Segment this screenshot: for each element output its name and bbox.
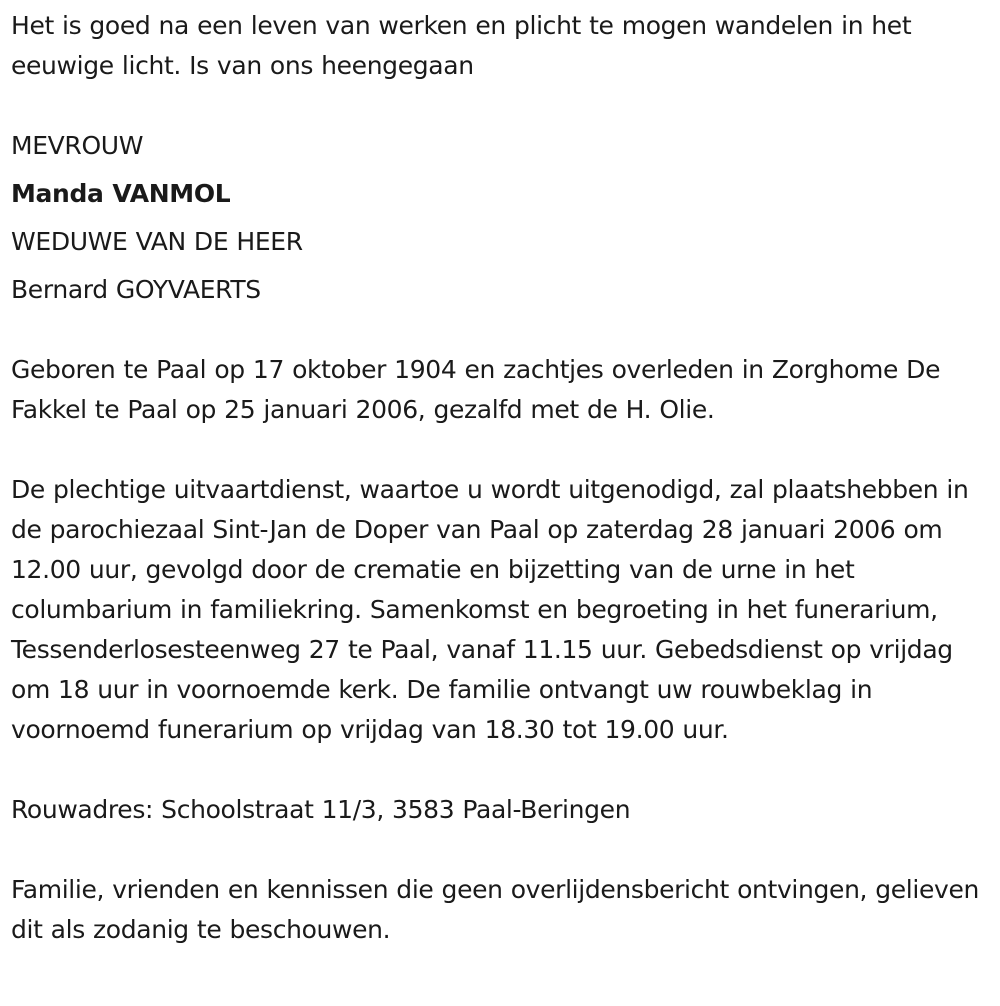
relation-line: WEDUWE VAN DE HEER [11, 227, 303, 256]
spacer [11, 750, 996, 790]
obituary-notice [11, 6, 996, 950]
spacer [11, 310, 996, 350]
birth-death-text: Geboren te Paal op 17 oktober 1904 en zachtjes overleden in Zorghome De Fakkel te Paal op 25 januari 2006, gezalfd met de H. Olie. [11, 355, 941, 424]
spouse-name: Bernard GOYVAERTS [11, 275, 261, 304]
title-line: MEVROUW [11, 131, 144, 160]
closing-text: Familie, vrienden en kennissen die geen overlijdensbericht ontvingen, gelieven dit als zodanig te beschouwen. [11, 875, 979, 944]
deceased-name: Manda VANMOL [11, 179, 231, 208]
intro-text: Het is goed na een leven van werken en plicht te mogen wandelen in het eeuwige licht. Is van ons heengegaan [11, 11, 912, 80]
spacer [11, 430, 996, 470]
spacer [11, 830, 996, 870]
ceremony-text: De plechtige uitvaartdienst, waartoe u wordt uitgenodigd, zal plaatshebben in de parochiezaal Sint-Jan de Doper van Paal op zaterdag 28 januari 2006 om 12.00 uur, gevolgd door de crematie en bijzetting van de urne in het columbarium in familiekring. Samenkomst en begroeting in het funerarium, Tessenderlosesteenweg 27 te Paal, vanaf 11.15 uur. Gebedsdienst op vrijdag om 18 uur in voornoemde kerk. De familie ontvangt uw rouwbeklag in voornoemd funerarium op vrijdag van 18.30 tot 19.00 uur. [11, 475, 969, 744]
deceased-block [11, 122, 996, 314]
address-text: Rouwadres: Schoolstraat 11/3, 3583 Paal-Beringen [11, 795, 631, 824]
spacer [11, 86, 996, 126]
